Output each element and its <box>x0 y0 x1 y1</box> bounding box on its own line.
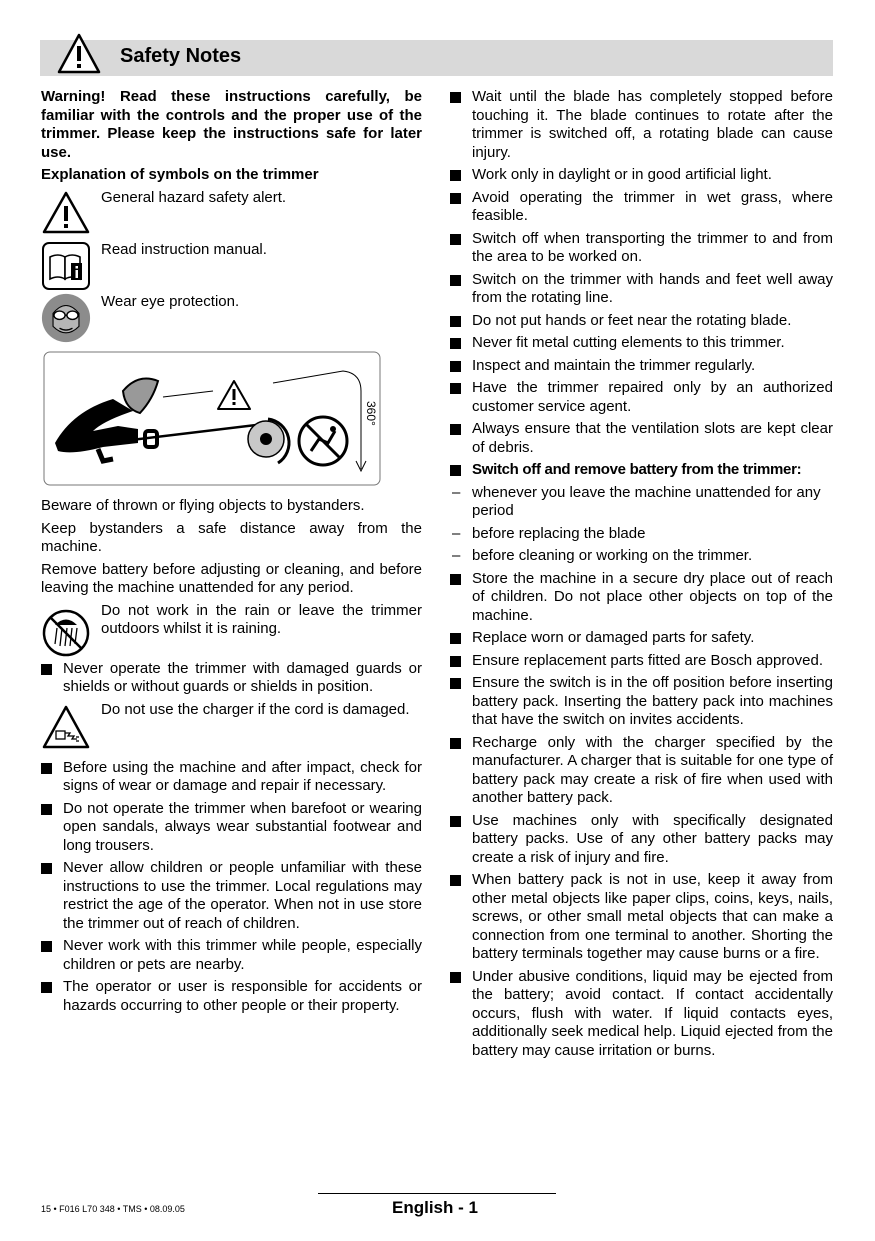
dash-item: – before cleaning or working on the trimmer. <box>450 547 833 566</box>
bullet-item: When battery pack is not in use, keep it away from other metal objects like paper clips, coins, keys, nails, screws, or other small metal objects that can make a connection from one terminal to another. Shorting the battery terminals together may cause burns or a fire. <box>450 871 833 964</box>
symbol-description: Do not work in the rain or leave the trimmer outdoors whilst it is raining. <box>101 601 422 637</box>
warning-triangle-icon <box>41 189 91 239</box>
bullet-item: Switch off when transporting the trimmer to and from the area to be worked on. <box>450 230 833 267</box>
bullet-item: Ensure the switch is in the off position before inserting battery pack. Inserting the battery pack into machines that have the switch on invites accidents. <box>450 674 833 730</box>
paragraph: Keep bystanders a safe distance away from the machine. <box>41 519 422 555</box>
bullet-item: Use machines only with specifically designated battery packs. Use of any other battery packs may create a risk of injury and fire. <box>450 812 833 868</box>
dash-item: – before replacing the blade <box>450 525 833 544</box>
bullet-item: Do not put hands or feet near the rotating blade. <box>450 312 833 331</box>
eye-protection-icon <box>41 293 91 343</box>
symbol-description: Read instruction manual. <box>101 240 267 258</box>
thrown-objects-illustration <box>43 351 381 486</box>
paragraph: Beware of thrown or flying objects to bystanders. <box>41 497 365 514</box>
symbol-row <box>41 293 422 343</box>
bullet-item: Store the machine in a secure dry place out of reach of children. Do not place other objects on top of the machine. <box>450 570 833 626</box>
bullet-item: Always ensure that the ventilation slots are kept clear of debris. <box>450 420 833 457</box>
symbol-description: General hazard safety alert. <box>101 188 287 206</box>
bullet-item: Never allow children or people unfamiliar with these instructions to use the trimmer. Local regulations may restrict the age of the operator. When not in use store the trimmer out of reach of children. <box>41 859 422 933</box>
bullet-item: The operator or user is responsible for accidents or hazards occurring to other people or their property. <box>41 978 422 1015</box>
bullet-item-bold: Switch off and remove battery from the trimmer: <box>450 461 833 480</box>
symbol-description: Wear eye protection. <box>101 292 240 310</box>
bullet-item: Never work with this trimmer while people, especially children or pets are nearby. <box>41 937 422 974</box>
warning-triangle-icon <box>56 32 102 76</box>
bullet-item: Avoid operating the trimmer in wet grass, where feasible. <box>450 189 833 226</box>
symbol-row <box>41 189 422 239</box>
bullet-item: Switch on the trimmer with hands and feet well away from the rotating line. <box>450 271 833 308</box>
bullet-item: Never operate the trimmer with damaged guards or shields or without guards or shields in position. <box>41 660 422 697</box>
bullet-item: Ensure replacement parts fitted are Bosch approved. <box>450 652 833 671</box>
right-column <box>450 88 833 1064</box>
symbol-row <box>41 241 422 291</box>
symbol-row <box>41 701 422 751</box>
no-rain-icon <box>41 608 91 658</box>
left-column <box>41 88 422 1019</box>
intro-warning: Warning! Read these instructions carefully, be familiar with the controls and the proper use of the trimmer. Please keep the instructions safe for later use. <box>41 88 422 161</box>
bullet-item: Do not operate the trimmer when barefoot or wearing open sandals, always wear substantial footwear and long trousers. <box>41 800 422 856</box>
symbol-description: Do not use the charger if the cord is damaged. <box>101 700 410 718</box>
bullet-item: Recharge only with the charger specified by the manufacturer. A charger that is suitable for one type of battery pack may create a risk of fire when used with another battery pack. <box>450 734 833 808</box>
page-title: Safety Notes <box>120 45 242 67</box>
section-header <box>40 40 833 76</box>
symbol-row <box>41 602 422 652</box>
bullet-item: Before using the machine and after impact, check for signs of wear or damage and repair if necessary. <box>41 759 422 796</box>
footer-divider <box>318 1193 556 1194</box>
bullet-item: Work only in daylight or in good artificial light. <box>450 166 833 185</box>
document-code: 15 • F016 L70 348 • TMS • 08.09.05 <box>41 1204 185 1214</box>
bullet-item: Under abusive conditions, liquid may be ejected from the battery; avoid contact. If contact accidentally occurs, flush with water. If liquid contacts eyes, additionally seek medical help. Liquid ejected from the battery may cause irritation or burns. <box>450 968 833 1061</box>
bullet-item: Never fit metal cutting elements to this trimmer. <box>450 334 833 353</box>
bullet-item: Have the trimmer repaired only by an authorized customer service agent. <box>450 379 833 416</box>
page-number: English - 1 <box>392 1198 478 1217</box>
bullet-item: Inspect and maintain the trimmer regularly. <box>450 357 833 376</box>
read-manual-icon <box>41 241 91 291</box>
bullet-item: Wait until the blade has completely stopped before touching it. The blade continues to rotate after the trimmer is switched off, a rotating blade can cause injury. <box>450 88 833 162</box>
dash-item: – whenever you leave the machine unattended for any period <box>450 484 833 521</box>
damaged-cord-warning-icon <box>41 703 91 753</box>
bullet-item: Replace worn or damaged parts for safety. <box>450 629 833 648</box>
symbols-heading: Explanation of symbols on the trimmer <box>41 166 319 183</box>
paragraph: Remove battery before adjusting or cleaning, and before leaving the machine unattended for any period. <box>41 560 422 596</box>
rotation-angle-label: 360° <box>364 400 378 426</box>
